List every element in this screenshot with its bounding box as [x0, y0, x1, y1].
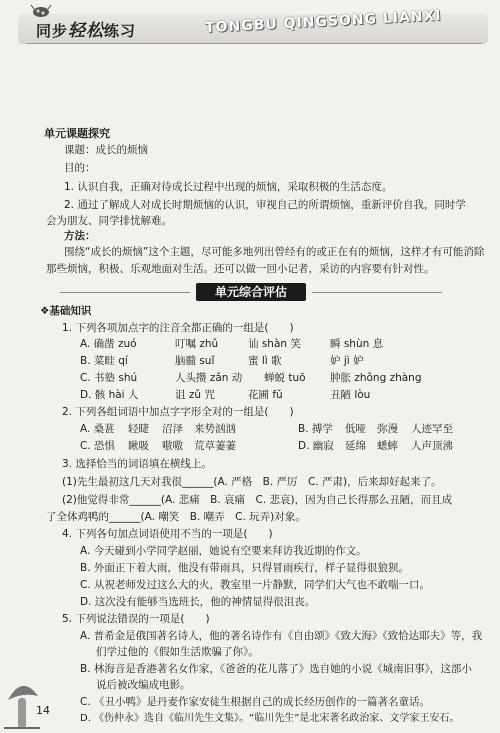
option-text: 荒草萋萋: [194, 440, 236, 452]
option-text: A. 今天碰到小学同学赵丽，她说有空要来拜访我近期的作文。: [80, 545, 367, 557]
option-text: D. 《伤仲永》选自《临川先生文集》。“临川先生”是北宋著名政治家、文学家王安石。: [80, 713, 460, 724]
option-text: B. 菜畦 qí: [80, 355, 128, 367]
goal-item: 2. 通过了解成人对成长时期烦恼的认识，审视自己的所谓烦恼，重新评价自我，同时学: [64, 199, 466, 211]
option-text: D. 这次没有能够当选班长，他的神情显得很沮丧。: [80, 596, 316, 608]
option-text: 嗷嗷: [162, 440, 183, 452]
method-text: 围绕“成长的烦恼”这个主题，尽可能多地列出曾经有的或正在有的烦恼，这样才有可能消除: [64, 246, 485, 258]
basic-knowledge-heading: ❖基础知识: [40, 305, 92, 317]
question-3-item-cont: 了全体鸡鸭的______(A. 嘲笑 B. 嘲弄 C. 玩弄)对象。: [46, 511, 306, 523]
question-3-item: (1)先生最初这几天对我很______(A. 严格 B. 严厉 C. 严肃)，后来却好起来了。: [62, 476, 442, 488]
method-text-cont: 那些烦恼，积极、乐观地面对生活。还可以做一回小记者，采访的内容要有针对性。: [46, 263, 435, 275]
page-header: [0, 0, 500, 46]
option-text: 蝉蜕 tuō: [264, 372, 306, 384]
option-text-cont: 们学过他的《假如生活欺骗了你》。: [96, 646, 259, 658]
option-text: A. 普希金是俄国著名诗人，他的著名诗作有《自由颂》《致大海》《致恰达耶夫》等，我: [80, 630, 483, 642]
option-text: D. 骸 hài 人: [80, 389, 139, 401]
topic-line: 课题：成长的烦恼: [64, 144, 148, 156]
header-title-part: 轻松: [68, 21, 105, 41]
option-text: 来势汹汹: [194, 423, 236, 435]
option-text: A. 桑葚: [80, 423, 115, 435]
section-rule: [60, 292, 190, 293]
question-3-stem: 3. 选择恰当的词语填在横线上。: [62, 458, 212, 470]
option-text: 延绵: [345, 440, 366, 452]
question-1-stem: 1. 下列各项加点字的注音全都正确的一组是( ): [62, 322, 294, 334]
option-text: B. 外面正下着大雨，他没有带雨具，只得冒雨疾行，样子显得很狼狈。: [80, 562, 409, 574]
option-text: 花圃 fǔ: [248, 389, 283, 401]
header-title-part: 同步: [36, 22, 69, 40]
option-text: 人迹罕至: [411, 423, 453, 435]
option-text: 蜜 lì 歌: [248, 355, 282, 367]
option-text: 低哑: [345, 423, 366, 435]
option-text: C. 恐惧: [80, 440, 116, 452]
option-text: B. 林海音是香港著名女作家，《爸爸的花儿落了》选自她的小说《城南旧事》，这部小: [80, 663, 472, 675]
option-text: 诅 zǔ 咒: [175, 389, 215, 401]
option-text: 弥漫: [377, 423, 398, 435]
option-text: C. 从祝老师发过这么大的火，教室里一片静默，同学们大气也不敢喘一口。: [80, 579, 431, 591]
goal-item-cont: 会为朋友、同学排忧解难。: [46, 215, 172, 227]
header-title: [36, 16, 136, 41]
option-text: 轻睫: [128, 423, 149, 435]
option-text: 沼泽: [162, 423, 183, 435]
goal-label: 目的：: [64, 162, 96, 174]
option-text: 瞅吸: [128, 440, 149, 452]
goal-item: 1. 认识自我，正确对待成长过程中出现的烦恼，采取积极的生活态度。: [64, 181, 393, 193]
question-4-stem: 4. 下列各句加点词语使用不当的一项是( ): [62, 528, 273, 540]
question-2-stem: 2. 下列各组词语中加点字字形全对的一组是( ): [62, 406, 294, 418]
option-text: C. 《丑小鸭》是丹麦作家安徒生根据自己的成长经历创作的一篇著名童话。: [80, 696, 431, 708]
option-text-cont: 说后被改编成电影。: [96, 679, 191, 691]
option-text: 丑陋 lòu: [330, 389, 371, 401]
question-5-stem: 5. 下列说法错误的一项是( ): [62, 613, 210, 625]
option-text: D. 幽寂: [298, 440, 334, 452]
option-text: A. 确凿 zuó: [80, 338, 137, 350]
option-text: B. 搏学: [298, 423, 333, 435]
header-divider: [26, 43, 482, 44]
option-text: 瞬 shùn 息: [330, 338, 384, 350]
option-text: 人头攒 zǎn 动: [175, 372, 243, 384]
option-text: 妒 jì 妒: [330, 355, 364, 367]
page-number: 14: [36, 704, 50, 717]
option-text: 蟋蟀: [377, 440, 398, 452]
option-text: 叮嘱 zhǔ: [175, 338, 219, 350]
header-title-part: 练习: [104, 22, 137, 40]
option-text: 肿胀 zhǒng zhàng: [330, 372, 422, 384]
option-text: 脑髓 suǐ: [175, 355, 215, 367]
section-title: 单元综合评估: [196, 283, 306, 301]
option-text: 人声顶沸: [411, 440, 453, 452]
section-rule: [312, 292, 442, 293]
question-3-item: (2)他觉得非常______(A. 悲痛 B. 哀痛 C. 悲哀)，因为自己长得那么丑陋，而且成: [62, 494, 453, 506]
header-pinyin: TONGBU QINGSONG LIANXI: [204, 7, 442, 37]
mushroom-corner-icon: [4, 670, 40, 730]
method-label: 方法：: [64, 230, 96, 242]
option-text: C. 书塾 shú: [80, 372, 138, 384]
unit-topic-heading: 单元课题探究: [44, 127, 110, 140]
option-text: 讪 shàn 笑: [248, 338, 301, 350]
